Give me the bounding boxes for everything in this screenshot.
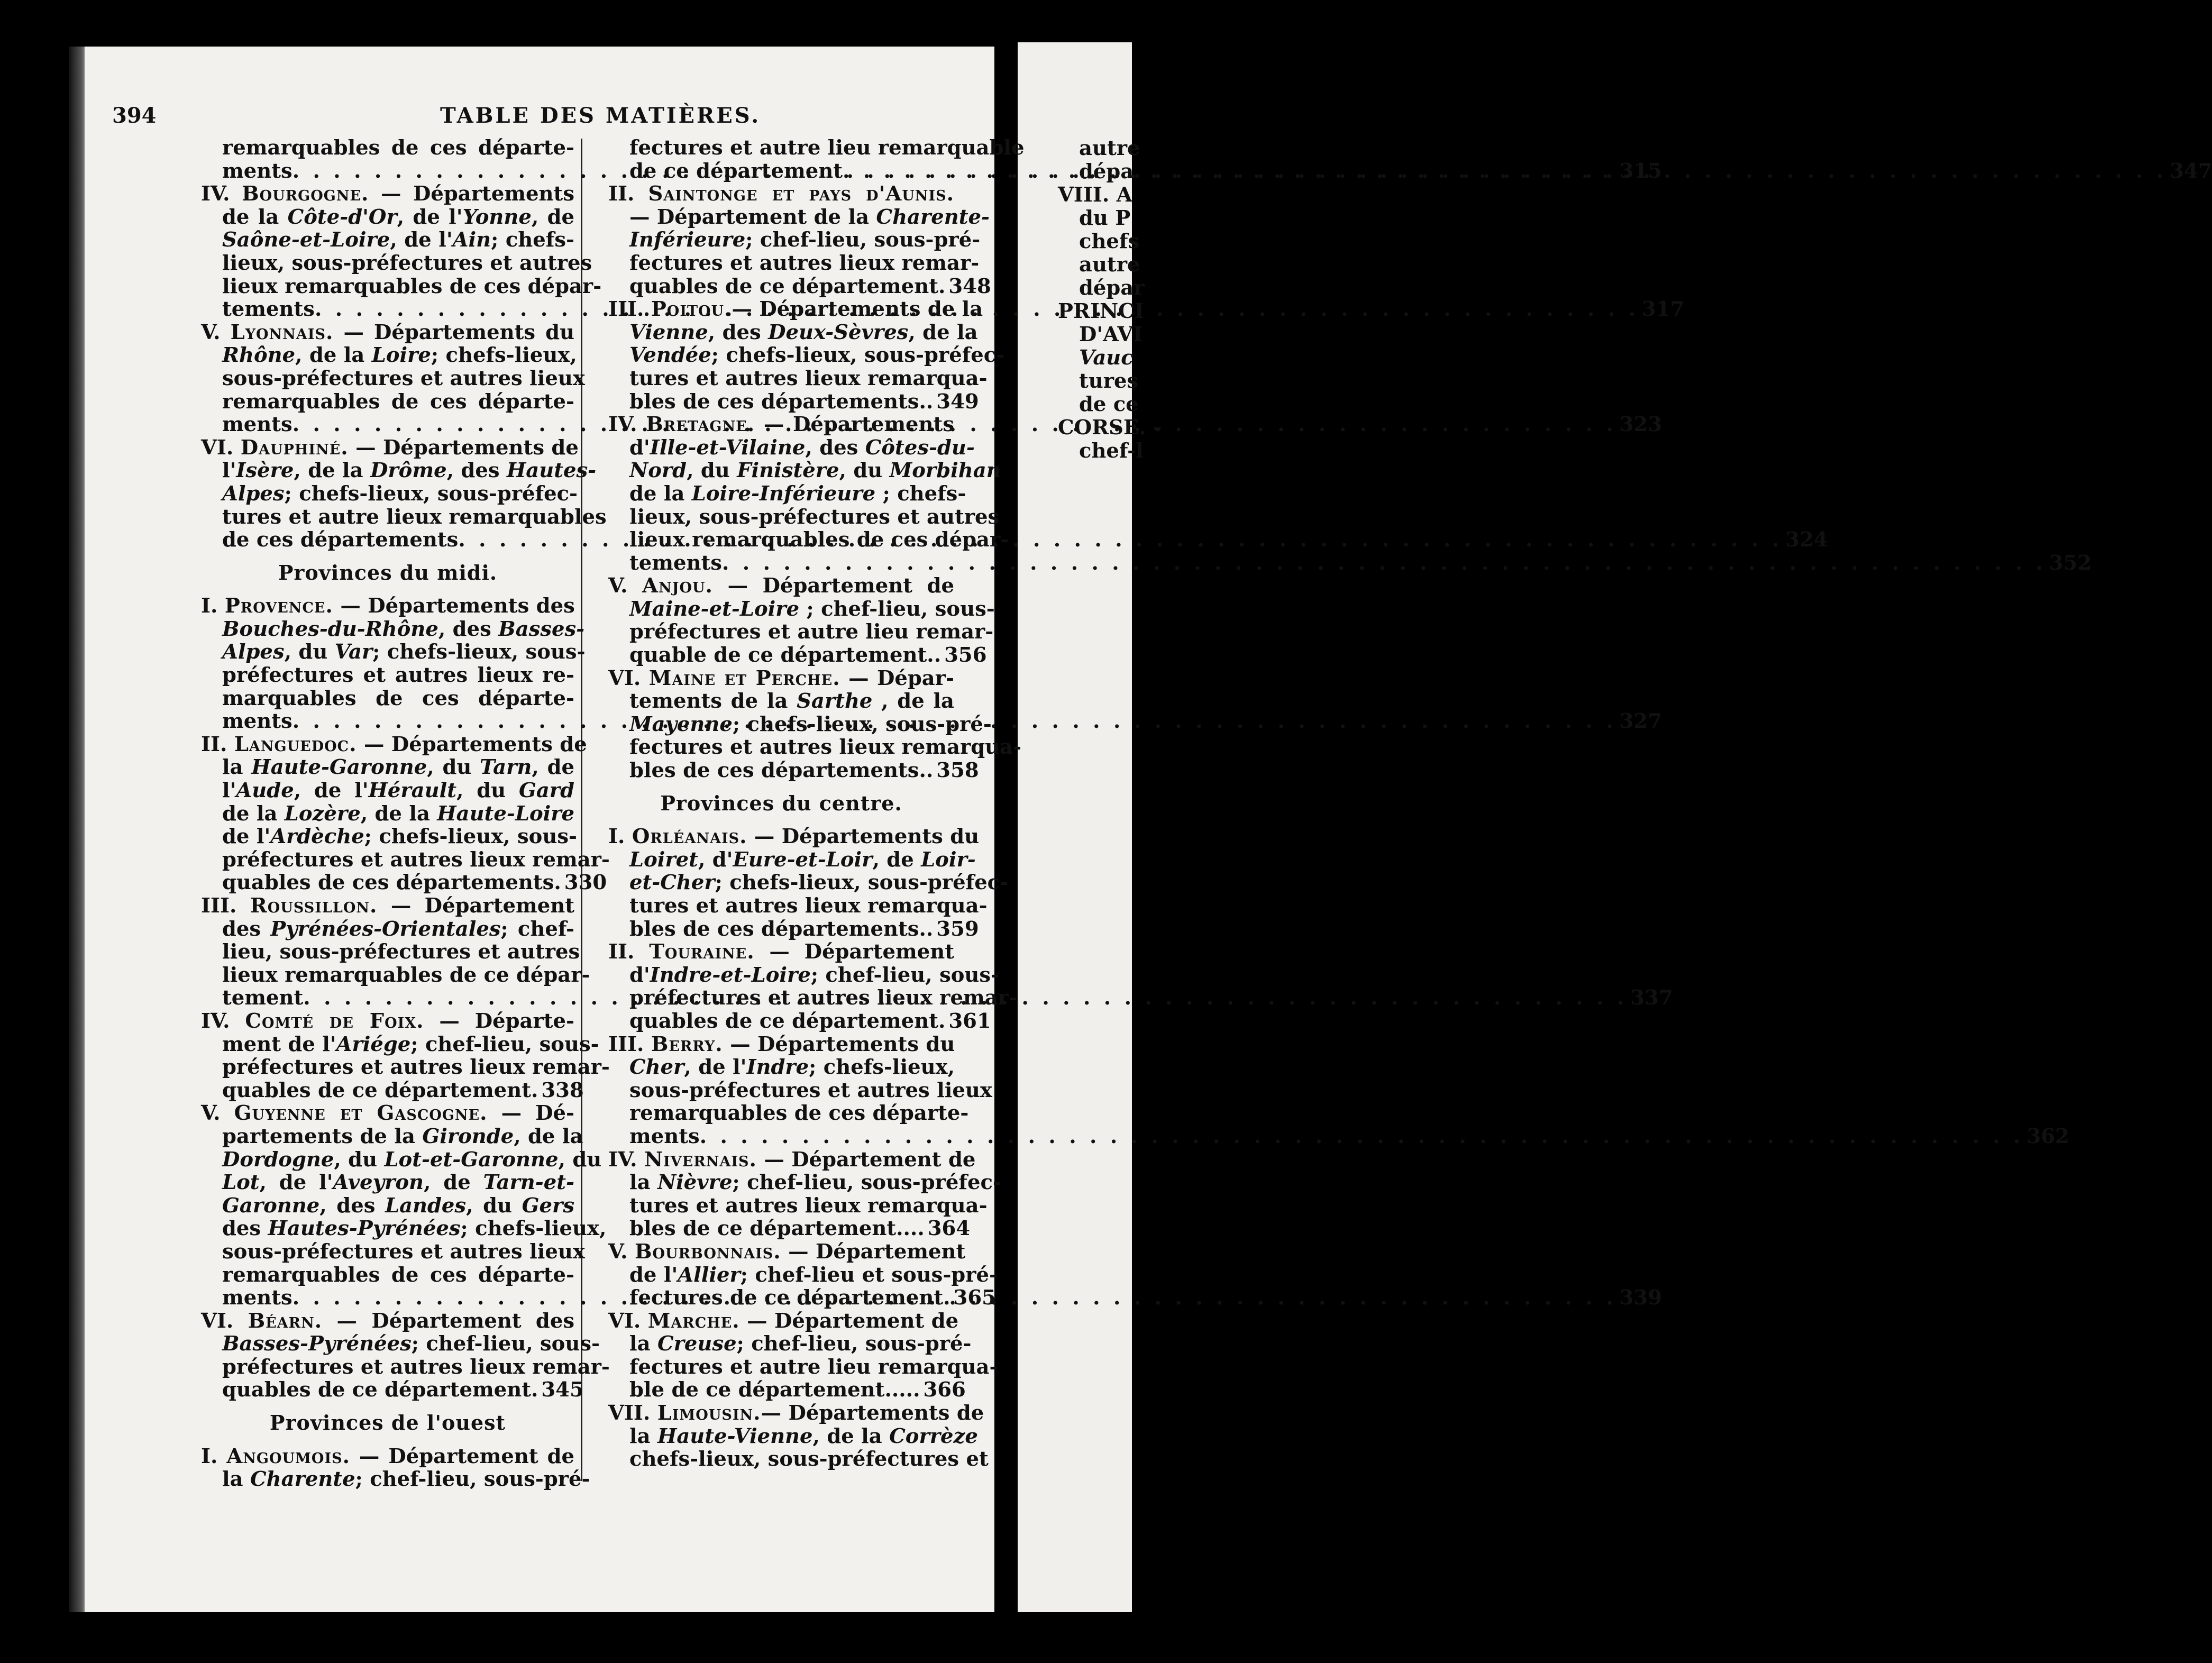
toc-line: de la Côte-d'Or, de l'Yonne, de [222, 205, 575, 229]
page-ref: 347 [2170, 159, 2212, 183]
toc-entry-dauphine: VI. Dauphiné. — Départements de [201, 435, 579, 460]
toc-line: tements . . . 317 [201, 298, 574, 321]
toc-line: la Charente; chef-lieu, sous-pré- [222, 1467, 590, 1492]
toc-line: d'Indre-et-Loire; chef-lieu, sous- [629, 963, 1000, 987]
toc-line: bles de ces départements.. 359 [629, 917, 979, 941]
toc-line: ble de ce département..... 366 [629, 1378, 966, 1402]
section-heading-midi: Provinces du midi. [278, 560, 498, 584]
toc-line: Cher, de l'Indre; chefs-lieux, [629, 1055, 955, 1080]
toc-entry-languedoc: II. Languedoc. — Départements de [201, 732, 587, 756]
page-ref: 338 [541, 1078, 584, 1102]
toc-line: préfectures et autres lieux re- [222, 663, 574, 688]
toc-line: bles de ces départements.. 358 [629, 759, 979, 783]
toc-line: quables de ce département. 361 [629, 1009, 991, 1033]
toc-line: quable de ce département.. 356 [629, 643, 987, 668]
toc-line: lieux remarquables de ces dépar- [629, 528, 1009, 552]
toc-line: fectures et autre lieu remarquable [629, 136, 1025, 160]
toc-line: Mayenne; chefs-lieux, sous-pré- [629, 712, 992, 736]
facing-page [1018, 42, 1162, 1612]
toc-line: lieux, sous-préfectures et autres [629, 505, 1000, 529]
facing-line: Vauc [1079, 346, 1134, 370]
page-ref: 362 [2026, 1124, 2070, 1148]
toc-line: lieux, sous-préfectures et autres [222, 251, 592, 275]
toc-line: fectures et autres lieux remar- [629, 251, 980, 275]
toc-line: Lot, de l'Aveyron, de Tarn-et- [222, 1171, 574, 1195]
toc-line: tement . . . 337 [201, 986, 574, 1010]
toc-line: Inférieure; chef-lieu, sous-pré- [629, 228, 981, 252]
facing-line: de ce [1079, 392, 1139, 416]
toc-line: quables de ce département. 345 [222, 1378, 584, 1402]
toc-line: de l'Ardèche; chefs-lieux, sous- [222, 825, 577, 849]
toc-line: la Haute-Garonne, du Tarn, de [222, 755, 574, 780]
toc-entry-comte-de-foix: IV. Comté de Foix. — Départe- [201, 1009, 575, 1033]
toc-entry-roussillon: III. Roussillon. — Département [201, 894, 574, 918]
facing-line: dépar [1079, 276, 1145, 300]
toc-line: marquables de ces départe- [222, 686, 574, 710]
section-heading-ouest: Provinces de l'ouest [269, 1411, 506, 1435]
toc-entry-marche: VI. Marche. — Département de [608, 1309, 959, 1333]
page-ref: 345 [541, 1378, 584, 1402]
toc-line: quables de ces départements. 330 [222, 871, 607, 895]
toc-line: sous-préfectures et autres lieux [222, 1239, 585, 1264]
toc-line: Maine-et-Loire ; chef-lieu, sous- [629, 597, 995, 621]
toc-line: et-Cher; chefs-lieux, sous-préfec- [629, 871, 1009, 895]
toc-line: tements . . . 352 [608, 552, 954, 575]
page-ref: 364 [927, 1217, 971, 1241]
toc-line: Dordogne, du Lot-et-Garonne, du [222, 1147, 602, 1172]
page-ref: 339 [1619, 1286, 1662, 1310]
toc-line: préfectures et autres lieux remar- [222, 847, 610, 872]
toc-line: Saône-et-Loire, de l'Ain; chefs- [222, 228, 574, 252]
toc-line: ments . . . 339 [201, 1286, 574, 1310]
toc-entry-saintonge: II. Saintonge et pays d'Aunis. [608, 182, 954, 206]
toc-line: Rhône, de la Loire; chefs-lieux, [222, 343, 577, 368]
toc-line: tures et autres lieux remarqua- [629, 366, 988, 390]
toc-line: préfectures et autres lieux remar- [222, 1355, 610, 1379]
toc-line: remarquables de ces départe- [222, 136, 574, 160]
facing-line: D'AVI [1079, 323, 1143, 346]
page-ref: 323 [1619, 413, 1662, 437]
toc-line: l'Aude, de l'Hérault, du Gard [222, 779, 574, 803]
page-ref: 315 [1619, 159, 1662, 183]
page-header [112, 103, 921, 135]
toc-line: Basses-Pyrénées; chef-lieu, sous- [222, 1332, 600, 1356]
facing-line: VIII. A [1058, 183, 1132, 207]
facing-line: du P [1079, 206, 1131, 230]
toc-line: de la Loire-Inférieure ; chefs- [629, 481, 966, 506]
toc-line: la Creuse; chef-lieu, sous-pré- [629, 1332, 972, 1356]
page-ref: 349 [936, 389, 979, 414]
toc-line: préfectures et autres lieux remar- [629, 986, 1017, 1010]
facing-line: autre [1079, 253, 1140, 277]
page-ref: 352 [2049, 551, 2092, 575]
toc-line: Loiret, d'Eure-et-Loir, de Loir- [629, 847, 976, 872]
toc-line: tements de la Sarthe , de la [629, 689, 954, 714]
toc-entry-touraine: II. Touraine. — Département [608, 940, 954, 964]
toc-line: chefs-lieux, sous-préfectures et [629, 1447, 989, 1472]
toc-entry-bearn: VI. Béarn. — Département des [201, 1309, 575, 1333]
toc-line: la Nièvre; chef-lieu, sous-préfec- [629, 1171, 1001, 1195]
toc-line: bles de ces départements.. 349 [629, 389, 979, 414]
toc-entry-poitou: III. Poitou.— Départements de la [608, 297, 983, 322]
toc-line: lieux remarquables de ces dépar- [222, 274, 602, 298]
toc-line: ments . . . 323 [201, 413, 574, 436]
toc-line: ments . . . 327 [201, 710, 574, 733]
page-ref: 359 [936, 917, 979, 941]
toc-line: de ces départements . . . 324 [201, 528, 574, 552]
toc-line: remarquables de ces départe- [222, 389, 574, 414]
toc-line: — Département de la Charente- [629, 205, 990, 229]
toc-line: Nord, du Finistère, du Morbihan [629, 459, 1001, 483]
toc-line: sous-préfectures et autres lieux [629, 1078, 992, 1102]
toc-line: des Hautes-Pyrénées; chefs-lieux, [222, 1217, 607, 1241]
toc-line: de l'Allier; chef-lieu et sous-pré- [629, 1263, 998, 1287]
toc-line: lieux remarquables de ce dépar- [222, 963, 590, 987]
toc-entry-maine-perche: VI. Maine et Perche. — Dépar- [608, 666, 954, 690]
facing-line: chef-l [1079, 439, 1144, 463]
page-ref: 327 [1619, 709, 1662, 734]
page-ref: 358 [936, 759, 979, 783]
toc-entry-bourgogne: IV. Bourgogne. — Départements [201, 182, 574, 206]
toc-line: fectures et autre lieu remarqua- [629, 1355, 998, 1379]
toc-line: ment de l'Ariége; chef-lieu, sous- [222, 1032, 599, 1056]
toc-entry-bretagne: IV. Bretagne. — Départements [608, 413, 954, 437]
toc-line: partements de la Gironde, de la [222, 1124, 583, 1148]
toc-entry-lyonnais: V. Lyonnais. — Départements du [201, 320, 575, 344]
toc-line: quables de ce département. 338 [222, 1078, 584, 1102]
toc-line: Vendée; chefs-lieux, sous-préfec- [629, 343, 1005, 368]
toc-entry-guyenne-gascogne: V. Guyenne et Gascogne. — Dé- [201, 1101, 574, 1126]
page-number: 394 [112, 103, 157, 128]
page-ref: 337 [1630, 986, 1673, 1010]
toc-entry-bourbonnais: V. Bourbonnais. — Département [608, 1239, 966, 1264]
toc-line: Alpes, du Var; chefs-lieux, sous- [222, 640, 586, 664]
toc-entry-nivernais: IV. Nivernais. — Département de [608, 1147, 976, 1172]
toc-entry-orleanais: I. Orléanais. — Départements du [608, 825, 980, 849]
toc-line: fectures et autres lieux remarqua- [629, 735, 1022, 760]
toc-line: remarquables de ces départe- [222, 1263, 574, 1287]
facing-line: PRINCI [1058, 299, 1144, 323]
toc-entry-berry: III. Berry. — Départements du [608, 1032, 955, 1056]
toc-line: d'Ille-et-Vilaine, des Côtes-du- [629, 435, 975, 460]
facing-line: autre [1079, 136, 1140, 160]
toc-line: tures et autres lieux remarqua- [629, 1193, 988, 1218]
toc-line: ments . . . 362 [608, 1125, 954, 1148]
page-ref: 324 [1785, 528, 1828, 552]
toc-line: fectures de ce département. 365 [629, 1286, 996, 1310]
section-heading-centre: Provinces du centre. [660, 791, 902, 815]
toc-line: Garonne, des Landes, du Gers [222, 1193, 574, 1218]
column-divider [581, 139, 582, 1481]
page-ref: 330 [564, 871, 607, 895]
page-ref: 361 [948, 1009, 991, 1033]
toc-line: quables de ce département. 348 [629, 274, 991, 298]
running-title: TABLE DES MATIÈRES. [440, 103, 761, 128]
toc-line: lieu, sous-préfectures et autres [222, 940, 580, 964]
page-ref: 365 [953, 1286, 996, 1310]
page-ref: 348 [948, 274, 991, 298]
toc-entry-anjou: V. Anjou. — Département de [608, 574, 954, 598]
toc-entry-limousin: VII. Limousin.— Départements de [608, 1401, 984, 1426]
toc-entry-angoumois: I. Angoumois. — Département de [201, 1444, 575, 1468]
toc-line: remarquables de ces départe- [629, 1101, 969, 1126]
toc-line: bles de ce département.... 364 [629, 1217, 971, 1241]
toc-line: préfectures et autre lieu remar- [629, 620, 994, 644]
page-ref: 317 [1642, 297, 1685, 322]
facing-line: dépa [1079, 160, 1134, 184]
toc-line: sous-préfectures et autres lieux [222, 366, 585, 390]
toc-entry-provence: I. Provence. — Départements des [201, 594, 575, 618]
facing-line: CORSE. - [1058, 416, 1162, 440]
facing-line: tures [1079, 369, 1139, 393]
toc-line: tures et autres lieux remarqua- [629, 894, 988, 918]
toc-line: de la Lozère, de la Haute-Loire [222, 801, 575, 826]
toc-line: Alpes; chefs-lieux, sous-préfec- [222, 481, 578, 506]
toc-line: Bouches-du-Rhône, des Basses- [222, 617, 585, 641]
toc-line: des Pyrénées-Orientales; chef- [222, 917, 575, 941]
toc-line: tures et autre lieux remarquables [222, 505, 607, 529]
toc-line: préfectures et autres lieux remar- [222, 1055, 610, 1080]
toc-line: l'Isère, de la Drôme, des Hautes- [222, 459, 597, 483]
page-ref: 356 [944, 643, 987, 668]
toc-line: Vienne, des Deux-Sèvres, de la [629, 320, 978, 344]
toc-line: de ce département . . . 347 [608, 160, 954, 183]
toc-line: ments . . . 315 [201, 160, 574, 183]
facing-line: chefs [1079, 230, 1140, 253]
toc-line: la Haute-Vienne, de la Corrèze [629, 1424, 978, 1448]
page-ref: 366 [923, 1378, 966, 1402]
